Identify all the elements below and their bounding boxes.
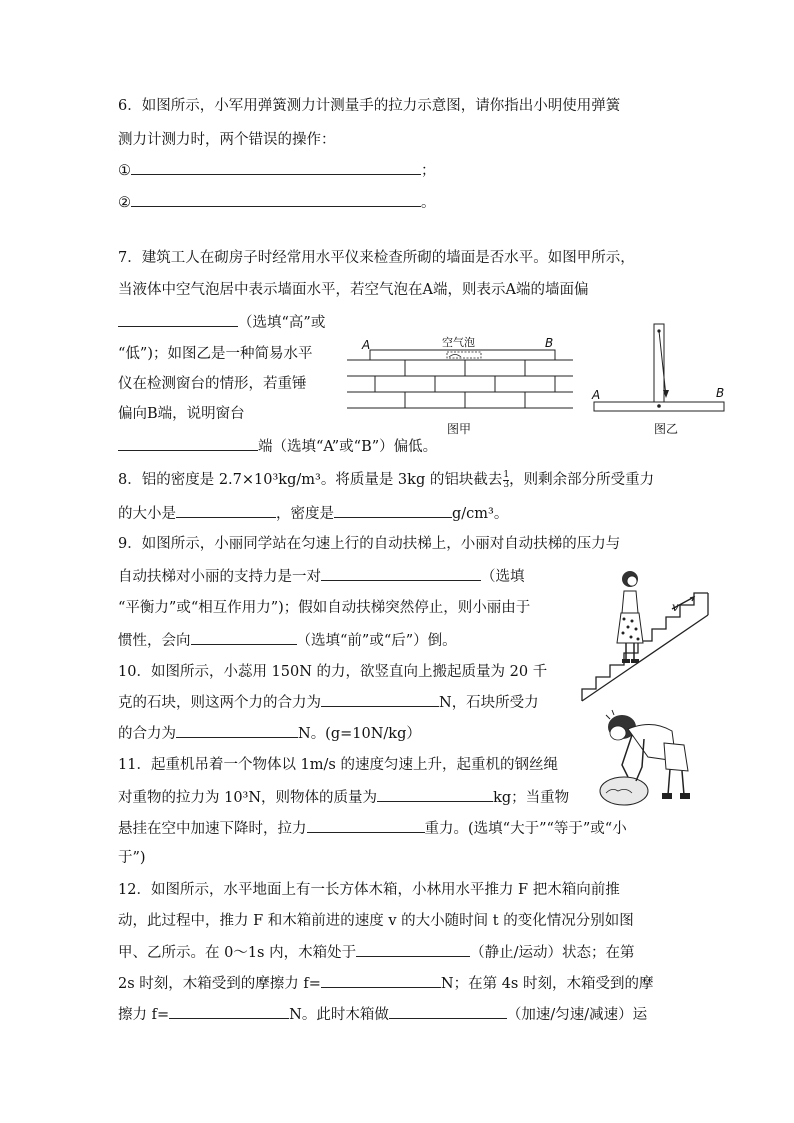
q7-line5: 仪在检测窗台的情形，若重锤	[118, 376, 307, 392]
q10-blank-1[interactable]	[321, 692, 439, 707]
q11-line3: 悬挂在空中加速下降时，拉力 重力。(选填“大于”“等于”或“小	[118, 818, 627, 839]
q12-line5: 擦力 f= N。此时木箱做 （加速/匀速/减速）运	[118, 1004, 647, 1025]
q8-line2: 的大小是 ，密度是 g/cm³。	[118, 503, 508, 524]
q12-line4: 2s 时刻，木箱受到的摩擦力 f= N；在第 4s 时刻，木箱受到的摩	[118, 973, 653, 994]
fig-escalator-v-label: v	[672, 600, 679, 614]
q11-line2: 对重物的拉力为 10³N，则物体的质量为 kg；当重物	[118, 787, 569, 808]
q6-answer-2: ② 。	[118, 192, 436, 213]
q9-line4: 惯性，会向 （选填“前”或“后”）倒。	[118, 630, 457, 651]
q9-blank-2[interactable]	[191, 630, 297, 645]
q10-line3: 的合力为 N。(g=10N/kg）	[118, 723, 421, 744]
q11-blank-mass[interactable]	[377, 787, 493, 802]
q8-line1: 8．铝的密度是 2.7×10³kg/m³。将质量是 3kg 的铝块截去 $\frac{1}{3}$ ，则剩余部分所受重力	[118, 469, 655, 490]
fig-yi-label-b: B	[716, 386, 725, 400]
q10-line2: 克的石块，则这两个力的合力为 N，石块所受力	[118, 692, 539, 713]
q6-blank-2[interactable]	[131, 192, 421, 207]
q6-blank-1[interactable]	[131, 160, 421, 175]
q7-line2: 当液体中空气泡居中表示墙面水平，若空气泡在A端，则表示A端的墙面偏	[118, 282, 589, 298]
q6-line1: 6．如图所示，小军用弹簧测力计测量手的拉力示意图，请你指出小明使用弹簧	[118, 98, 621, 114]
figure-girl-lifting-stone	[592, 705, 702, 810]
q8-blank-weight[interactable]	[176, 503, 276, 518]
q12-line1: 12．如图所示，水平地面上有一长方体木箱，小林用水平推力 F 把木箱向前推	[118, 882, 620, 898]
circled-1: ①	[118, 163, 131, 179]
q7-line7: 端（选填“A”或“B”）偏低。	[118, 436, 437, 457]
fig-jia-label-a: A	[362, 338, 371, 352]
fraction-one-third: $\frac{1}{3}$	[503, 469, 510, 490]
q7-blank-2[interactable]	[118, 436, 258, 451]
q9-line2: 自动扶梯对小丽的支持力是一对 （选填	[118, 566, 525, 587]
q6-answer-1: ① ；	[118, 160, 436, 181]
q9-blank-1[interactable]	[321, 566, 481, 581]
fig-jia-bubble-label: 空气泡	[442, 336, 475, 349]
q7-line4: “低”)；如图乙是一种简易水平	[118, 346, 313, 362]
q9-line1: 9．如图所示，小丽同学站在匀速上行的自动扶梯上，小丽对自动扶梯的压力与	[118, 536, 621, 552]
fig-yi-label-a: A	[592, 388, 601, 402]
q9-line3: “平衡力”或“相互作用力”)；假如自动扶梯突然停止，则小丽由于	[118, 600, 531, 616]
q7-blank-1[interactable]	[118, 312, 238, 327]
q7-line3: （选填“高”或	[118, 312, 325, 333]
q6-line2: 测力计测力时，两个错误的操作：	[118, 132, 336, 148]
q10-blank-2[interactable]	[176, 723, 298, 738]
q11-blank-compare[interactable]	[307, 818, 425, 833]
q7-line6: 偏向B端，说明窗台	[118, 406, 245, 422]
q12-blank-state[interactable]	[356, 942, 470, 957]
fig-jia-caption: 图甲	[447, 422, 472, 436]
q11-line4: 于”)	[118, 850, 146, 866]
figure-escalator-girl	[580, 565, 715, 705]
q12-blank-friction-2s[interactable]	[321, 973, 441, 988]
q11-line1: 11．起重机吊着一个物体以 1m/s 的速度匀速上升，起重机的钢丝绳	[118, 757, 558, 773]
q8-blank-density[interactable]	[334, 503, 452, 518]
q7-line1: 7．建筑工人在砌房子时经常用水平仪来检查所砌的墙面是否水平。如图甲所示，	[118, 250, 635, 266]
q12-line2: 动，此过程中，推力 F 和木箱前进的速度 v 的大小随时间 t 的变化情况分别如图	[118, 913, 634, 929]
q12-blank-motion[interactable]	[389, 1004, 507, 1019]
fig-yi-caption: 图乙	[654, 422, 679, 436]
q12-blank-friction-4s[interactable]	[169, 1004, 289, 1019]
fig-jia-label-b: B	[545, 336, 554, 350]
circled-2: ②	[118, 195, 131, 211]
figure-yi-plumb-level	[590, 322, 730, 422]
q12-line3: 甲、乙所示。在 0～1s 内，木箱处于 （静止/运动）状态；在第	[118, 942, 635, 963]
q10-line1: 10．如图所示，小蕊用 150N 的力，欲竖直向上搬起质量为 20 千	[118, 664, 548, 680]
